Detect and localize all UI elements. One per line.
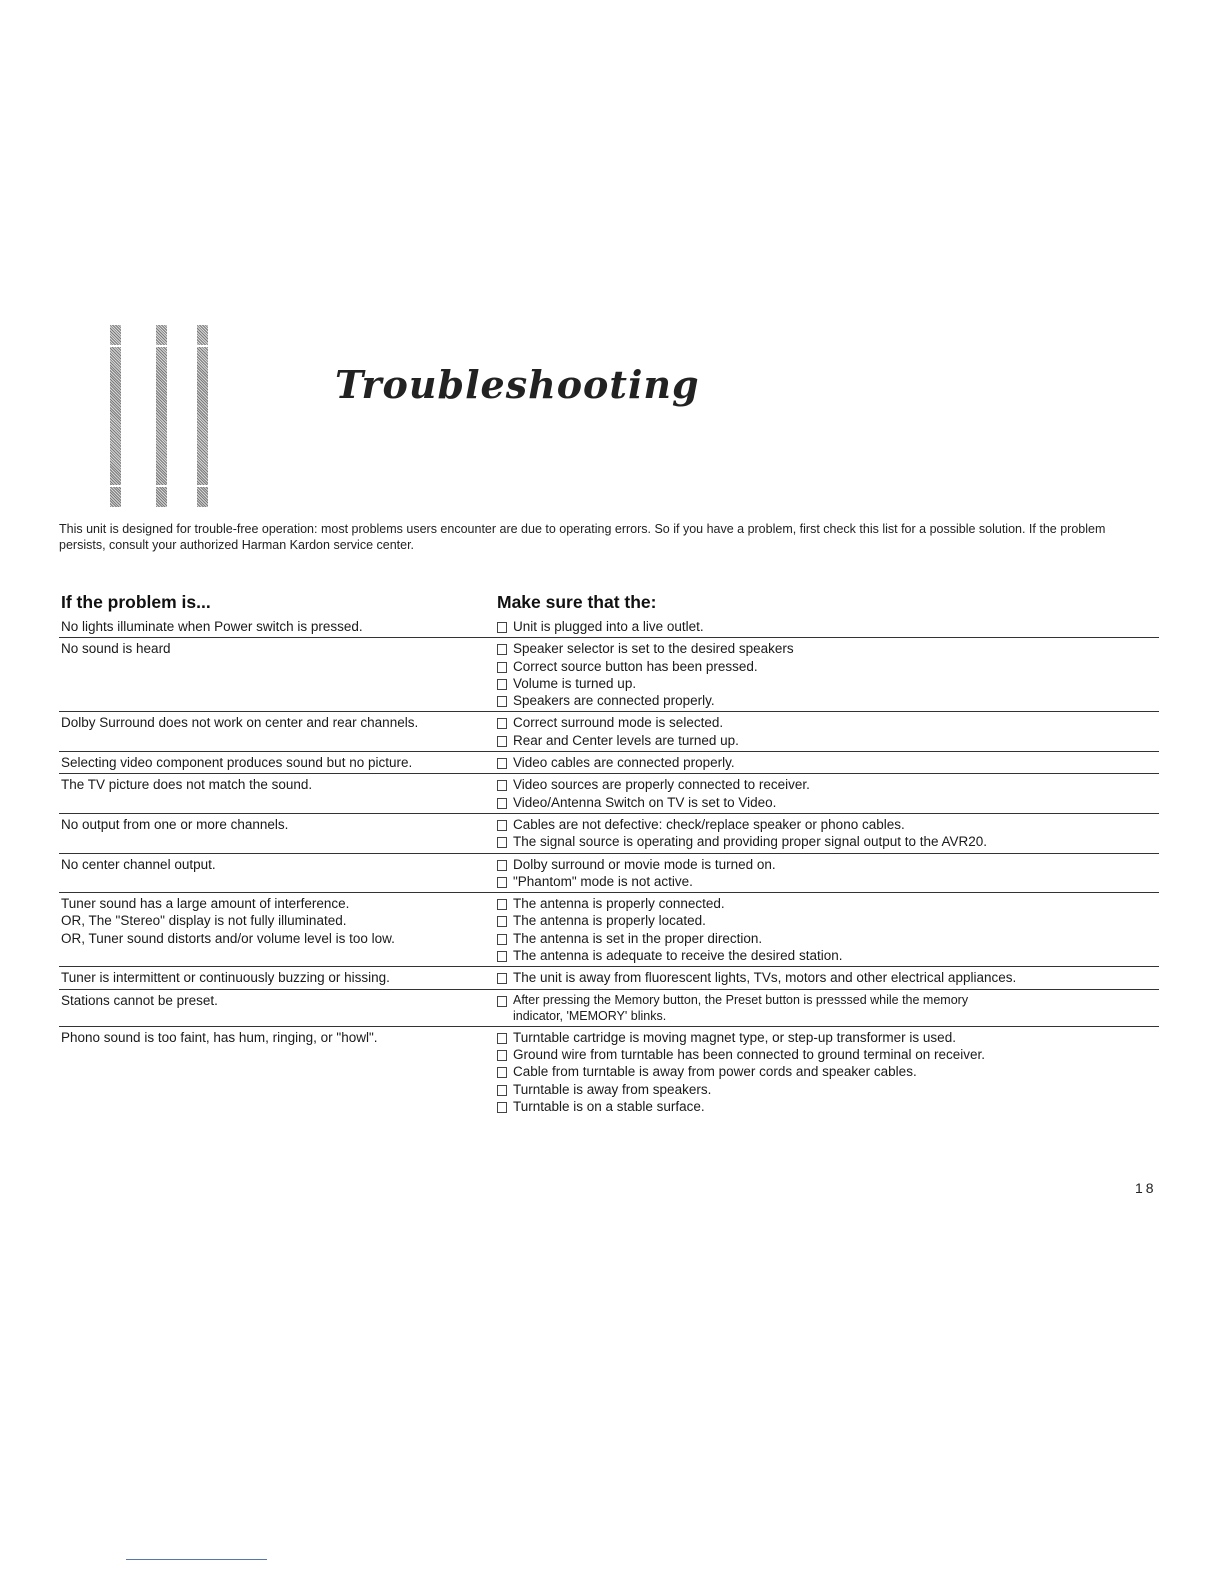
check-item (495, 640, 1159, 657)
table-row (59, 638, 1159, 712)
problem-text: No sound is heard (61, 641, 171, 657)
check-list (495, 969, 1159, 986)
table-row (59, 712, 1159, 752)
check-list (495, 992, 1159, 1024)
bottom-rule (126, 1559, 267, 1560)
check-item (495, 1098, 1159, 1115)
problem-text: Dolby Surround does not work on center and rear channels. (61, 715, 419, 731)
check-text: The unit is away from fluorescent lights, TVs, motors and other electrical appliances. (513, 970, 1017, 986)
check-item (495, 732, 1159, 749)
check-text: Correct source button has been pressed. (513, 658, 758, 674)
check-item (495, 1063, 1159, 1080)
page-number: 18 (1135, 1180, 1157, 1196)
check-list (495, 618, 1159, 635)
check-text: The antenna is adequate to receive the desired station. (513, 948, 843, 964)
checkbox-icon (497, 837, 507, 848)
check-list (495, 640, 1159, 709)
problem-text: Phono sound is too faint, has hum, ringing, or "howl". (61, 1029, 378, 1045)
check-item (495, 992, 1159, 1024)
check-text: Dolby surround or movie mode is turned on. (513, 856, 776, 872)
check-text: Cable from turntable is away from power cords and speaker cables. (513, 1064, 917, 1080)
table-row (59, 814, 1159, 854)
checkbox-icon (497, 996, 507, 1007)
check-list (495, 816, 1159, 851)
check-list (495, 895, 1159, 964)
checkbox-icon (497, 934, 507, 945)
checkbox-icon (497, 820, 507, 831)
check-item (495, 895, 1159, 912)
table-row (59, 893, 1159, 967)
decorative-bar (110, 325, 121, 507)
check-text: The antenna is properly connected. (513, 896, 725, 912)
check-text: Volume is turned up. (513, 675, 637, 691)
problem-text: No center channel output. (61, 856, 216, 872)
table-row (59, 990, 1159, 1027)
table-row (59, 1027, 1159, 1117)
check-text: Ground wire from turntable has been connected to ground terminal on receiver. (513, 1046, 986, 1062)
checkbox-icon (497, 1102, 507, 1113)
table-row (59, 854, 1159, 894)
check-item (495, 692, 1159, 709)
check-text: Unit is plugged into a live outlet. (513, 619, 704, 634)
checkbox-icon (497, 916, 507, 927)
check-item (495, 714, 1159, 731)
checkbox-icon (497, 622, 507, 633)
problem-text: No output from one or more channels. (61, 816, 289, 832)
check-item (495, 912, 1159, 929)
checkbox-icon (497, 877, 507, 888)
check-text: Correct surround mode is selected. (513, 715, 724, 731)
checkbox-icon (497, 973, 507, 984)
check-item (495, 833, 1159, 850)
problem-cell (59, 618, 495, 635)
check-text: The signal source is operating and providing proper signal output to the AVR20. (513, 834, 988, 850)
problem-text: Stations cannot be preset. (61, 992, 218, 1008)
check-item (495, 947, 1159, 964)
check-item (495, 1029, 1159, 1046)
check-item (495, 658, 1159, 675)
problem-cell (59, 816, 495, 851)
check-list (495, 776, 1159, 811)
problem-text: The TV picture does not match the sound. (61, 777, 313, 793)
checkbox-icon (497, 899, 507, 910)
checkbox-icon (497, 798, 507, 809)
check-column-header: Make sure that the: (497, 592, 657, 612)
page-title: Troubleshooting (335, 362, 700, 407)
checkbox-icon (497, 1050, 507, 1061)
check-text: Video/Antenna Switch on TV is set to Video. (513, 794, 777, 810)
problem-text: Tuner is intermittent or continuously buzzing or hissing. (61, 970, 390, 986)
check-item (495, 675, 1159, 692)
checkbox-icon (497, 662, 507, 673)
problem-cell (59, 992, 495, 1024)
decorative-bars (108, 325, 218, 507)
check-item (495, 618, 1159, 635)
check-item (495, 816, 1159, 833)
check-list (495, 754, 1159, 771)
table-row (59, 616, 1159, 638)
check-text: Video sources are properly connected to receiver. (513, 777, 810, 793)
checkbox-icon (497, 696, 507, 707)
check-text: Speaker selector is set to the desired speakers (513, 641, 794, 657)
check-item (495, 1081, 1159, 1098)
problem-cell (59, 776, 495, 811)
problem-text: No lights illuminate when Power switch is pressed. (61, 619, 363, 634)
problem-text: OR, The "Stereo" display is not fully illuminated. (61, 913, 347, 929)
check-text: Rear and Center levels are turned up. (513, 732, 739, 748)
checkbox-icon (497, 860, 507, 871)
problem-cell (59, 969, 495, 986)
problem-text: Tuner sound has a large amount of interference. (61, 896, 350, 912)
checkbox-icon (497, 679, 507, 690)
check-list (495, 1029, 1159, 1115)
problem-text: OR, Tuner sound distorts and/or volume level is too low. (61, 930, 395, 946)
check-text: After pressing the Memory button, the Preset button is presssed while the memory indicator, 'MEMORY' blinks. (513, 992, 969, 1023)
problem-column-header: If the problem is... (61, 592, 211, 612)
decorative-bar (156, 325, 167, 507)
check-item (495, 794, 1159, 811)
check-text: The antenna is set in the proper direction. (513, 930, 763, 946)
check-text: Video cables are connected properly. (513, 755, 735, 771)
check-text: Turntable is on a stable surface. (513, 1098, 705, 1114)
problem-cell (59, 714, 495, 749)
problem-cell (59, 640, 495, 709)
checkbox-icon (497, 644, 507, 655)
troubleshooting-table (59, 616, 1159, 1117)
check-text: "Phantom" mode is not active. (513, 873, 693, 889)
check-item (495, 1046, 1159, 1063)
check-text: Turntable is away from speakers. (513, 1081, 712, 1097)
check-item (495, 969, 1159, 986)
check-text: The antenna is properly located. (513, 913, 706, 929)
table-row (59, 752, 1159, 774)
checkbox-icon (497, 951, 507, 962)
checkbox-icon (497, 1085, 507, 1096)
check-item (495, 856, 1159, 873)
checkbox-icon (497, 758, 507, 769)
check-item (495, 873, 1159, 890)
check-item (495, 930, 1159, 947)
table-row (59, 774, 1159, 814)
table-row (59, 967, 1159, 989)
intro-paragraph: This unit is designed for trouble-free operation: most problems users encounter are due to operating errors. So if you have a problem, first check this list for a possible solution. If the problem persists, consult your authorized Harman Kardon service center. (59, 522, 1106, 552)
check-list (495, 714, 1159, 749)
checkbox-icon (497, 780, 507, 791)
problem-cell (59, 856, 495, 891)
check-list (495, 856, 1159, 891)
problem-text: Selecting video component produces sound but no picture. (61, 755, 413, 771)
checkbox-icon (497, 1033, 507, 1044)
problem-cell (59, 895, 495, 964)
check-text: Turntable cartridge is moving magnet type, or step-up transformer is used. (513, 1029, 956, 1045)
check-item (495, 754, 1159, 771)
problem-cell (59, 1029, 495, 1115)
check-text: Cables are not defective: check/replace speaker or phono cables. (513, 816, 905, 832)
check-item (495, 776, 1159, 793)
checkbox-icon (497, 1067, 507, 1078)
checkbox-icon (497, 718, 507, 729)
problem-cell (59, 754, 495, 771)
decorative-bar (197, 325, 208, 507)
check-text: Speakers are connected properly. (513, 693, 715, 709)
checkbox-icon (497, 736, 507, 747)
